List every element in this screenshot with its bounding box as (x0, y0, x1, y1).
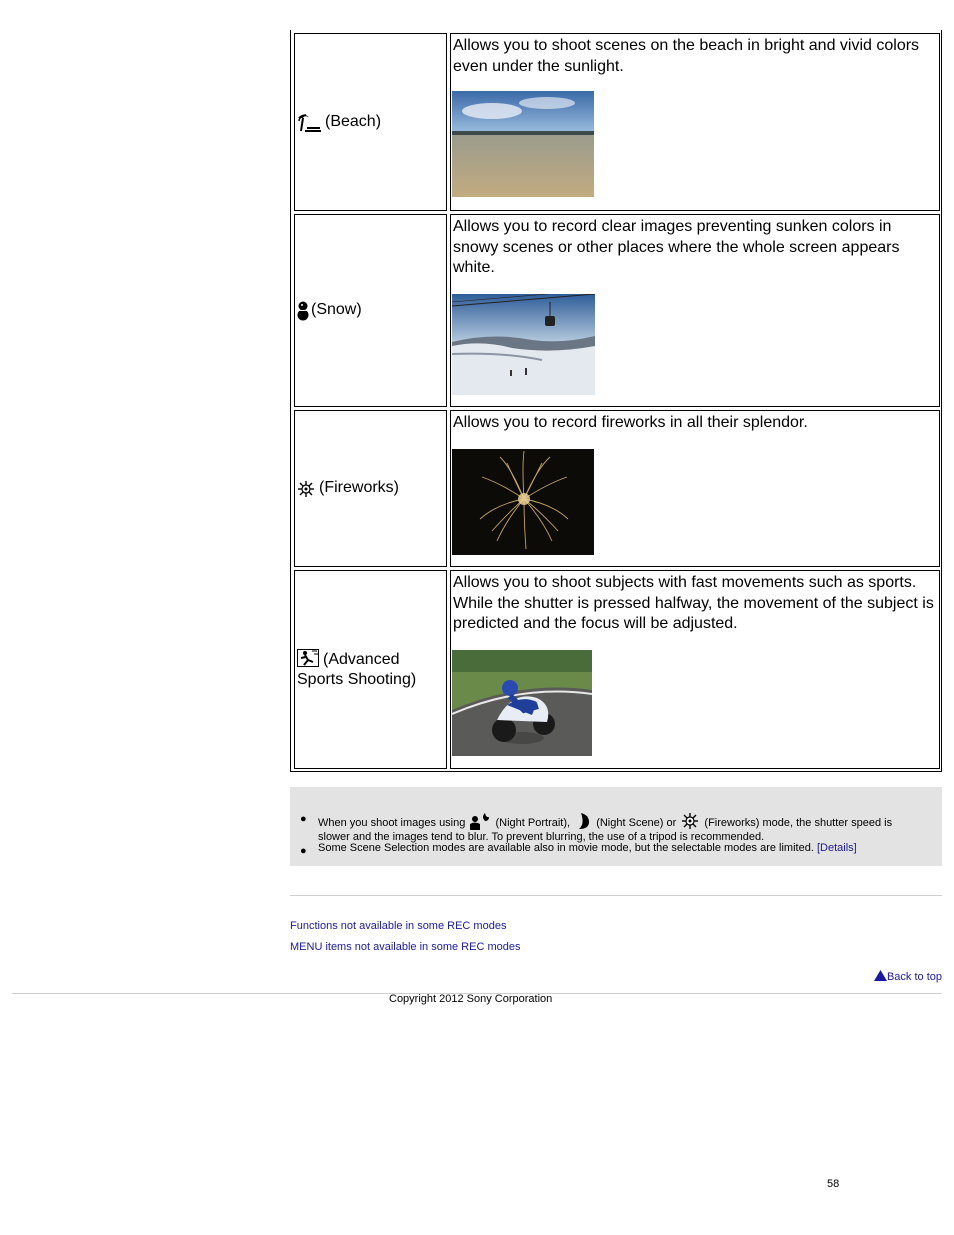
back-to-top-link[interactable] (874, 970, 942, 983)
mode-label: (Beach) (325, 112, 382, 130)
note-text: (Fireworks) mode, the shutter speed is slower and the images tend to blur. To prevent blurring, the use of a tripod is recommended. (318, 817, 893, 843)
page-number: 58 (827, 1178, 840, 1190)
note-text: Some Scene Selection modes are available also in movie mode, but the selectable modes are limited. (318, 842, 814, 854)
note-text: When you shoot images using (318, 817, 466, 829)
snow-icon (297, 301, 309, 321)
description-cell (450, 33, 940, 211)
beach-icon (297, 112, 321, 132)
mode-description: Allows you to shoot scenes on the beach in bright and vivid colors even under the sunlight. (453, 37, 920, 75)
divider (290, 895, 942, 896)
note-box (290, 787, 942, 866)
mode-label: (Fireworks) (319, 479, 399, 497)
mode-label: (Snow) (311, 301, 362, 319)
up-triangle-icon (874, 970, 887, 981)
fireworks-icon (297, 480, 315, 498)
note-text: (Night Portrait), (495, 817, 571, 829)
description-cell (450, 214, 940, 407)
mode-description: Allows you to shoot subjects with fast movements such as sports. While the shutter is pressed halfway, the movement of the subject is predicted and the focus will be adjusted. (453, 574, 934, 632)
description-cell (450, 570, 940, 769)
scene-mode-table (290, 30, 942, 772)
copyright: Copyright 2012 Sony Corporation (389, 993, 553, 1005)
note-item (300, 841, 918, 857)
mode-label-wrapper (297, 649, 446, 691)
night-scene-icon (575, 812, 591, 830)
beach-photo (452, 91, 594, 197)
sports-icon (297, 649, 319, 667)
bullet-icon: ● (300, 845, 307, 857)
fireworks-icon (681, 812, 699, 830)
mode-cell (294, 33, 447, 211)
related-link-menu-items[interactable]: MENU items not available in some REC modes (290, 941, 521, 953)
mode-cell (294, 570, 447, 769)
details-link[interactable]: [Details] (816, 842, 857, 854)
related-link-functions[interactable]: Functions not available in some REC modes (290, 920, 507, 932)
motorcycle-photo (452, 650, 592, 756)
mode-label: (Advanced Sports Shooting) (297, 650, 417, 688)
note-item (300, 812, 918, 844)
night-portrait-icon (470, 812, 490, 830)
description-cell (450, 410, 940, 567)
mode-cell (294, 410, 447, 567)
mode-description: Allows you to record fireworks in all their splendor. (453, 414, 808, 431)
mode-description: Allows you to record clear images preventing sunken colors in snowy scenes or other places where the whole screen appears white. (453, 218, 900, 276)
back-to-top-label: Back to top (886, 971, 942, 983)
bullet-icon: ● (300, 813, 307, 825)
note-text: (Night Scene) or (596, 817, 677, 829)
snow-photo (452, 294, 595, 395)
mode-cell (294, 214, 447, 407)
fireworks-photo (452, 449, 594, 555)
